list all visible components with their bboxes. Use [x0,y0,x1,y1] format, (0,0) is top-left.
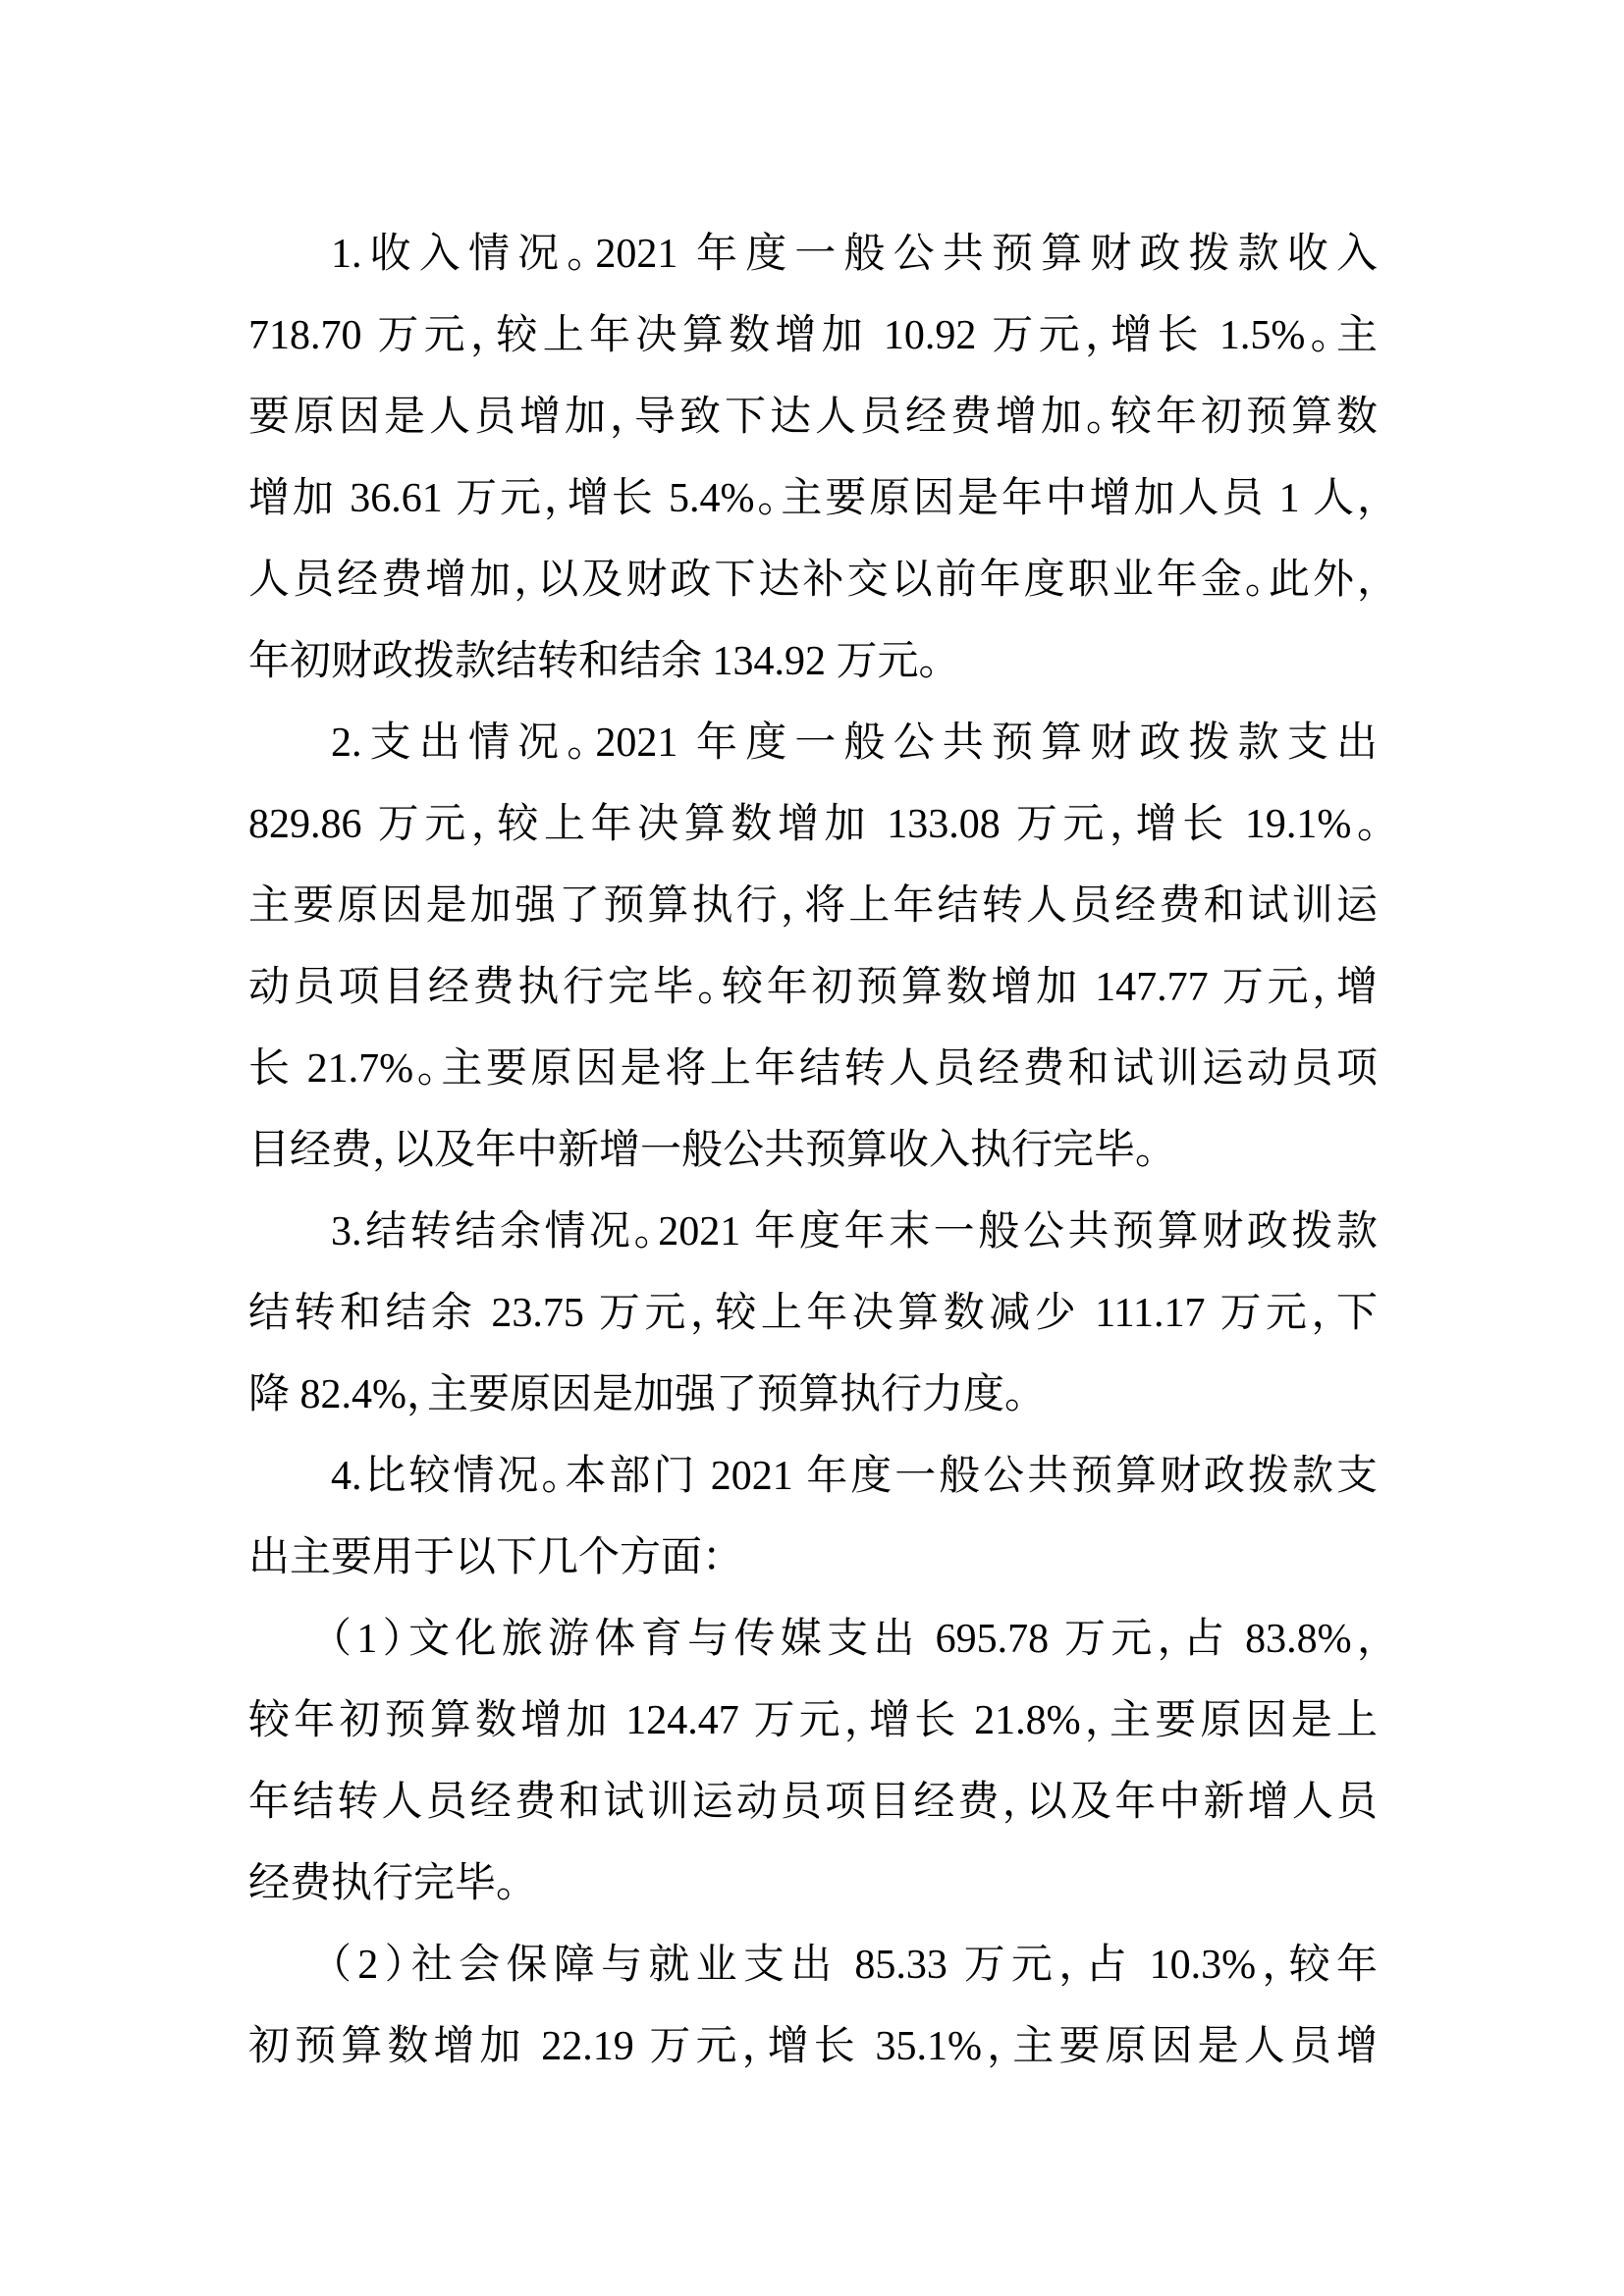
text-line: 经费执行完毕。 [248,1861,517,1906]
text-line: 3.结转结余情况。2021 年度年末一般公共预算财政拨款 [331,1209,1378,1255]
text-line: 增加 36.61 万元，增长 5.4%。主要原因是年中增加人员 1 人， [248,476,1378,521]
text-line: 主要原因是加强了预算执行，将上年结转人员经费和试训运 [248,883,1378,929]
text-line: 年结转人员经费和试训运动员项目经费，以及年中新增人员 [248,1780,1378,1825]
paragraph-carryover-balance-situation [248,1192,1378,1436]
text-line: 2.支出情况。2021 年度一般公共预算财政拨款支出 [331,721,1378,766]
paragraph-item-1-culture-tourism-sports-media [248,1599,1378,1925]
text-line: （1）文化旅游体育与传媒支出 695.78 万元，占 83.8%， [331,1617,1378,1662]
paragraph-income-situation [248,214,1378,703]
text-line: 较年初预算数增加 124.47 万元，增长 21.8%，主要原因是上 [248,1698,1378,1743]
text-line: 718.70 万元，较上年决算数增加 10.92 万元，增长 1.5%。主 [248,313,1378,358]
text-line: （2）社会保障与就业支出 85.33 万元，占 10.3%，较年 [331,1943,1378,1988]
text-line: 1.收入情况。2021 年度一般公共预算财政拨款收入 [331,232,1378,277]
text-line: 初预算数增加 22.19 万元，增长 35.1%，主要原因是人员增 [248,2024,1378,2069]
text-line: 降 82.4%，主要原因是加强了预算执行力度。 [248,1372,1025,1417]
text-line: 4.比较情况。本部门 2021 年度一般公共预算财政拨款支 [331,1454,1378,1499]
paragraph-expenditure-situation [248,703,1378,1192]
text-line: 829.86 万元，较上年决算数增加 133.08 万元，增长 19.1%。 [248,802,1378,847]
text-line: 结转和结余 23.75 万元，较上年决算数减少 111.17 万元，下 [248,1291,1378,1336]
paragraph-item-2-social-security-employment [248,1925,1378,2088]
text-line: 动员项目经费执行完毕。较年初预算数增加 147.77 万元，增 [248,965,1378,1010]
text-line: 目经费，以及年中新增一般公共预算收入执行完毕。 [248,1128,1157,1173]
document-body [248,214,1378,2088]
text-line: 年初财政拨款结转和结余 134.92 万元。 [248,639,940,684]
paragraph-comparison-situation [248,1436,1378,1599]
text-line: 出主要用于以下几个方面： [248,1535,724,1580]
text-line: 长 21.7%。主要原因是将上年结转人员经费和试训运动员项 [248,1046,1378,1092]
text-line: 要原因是人员增加，导致下达人员经费增加。较年初预算数 [248,395,1378,440]
text-line: 人员经费增加，以及财政下达补交以前年度职业年金。此外， [248,558,1378,603]
